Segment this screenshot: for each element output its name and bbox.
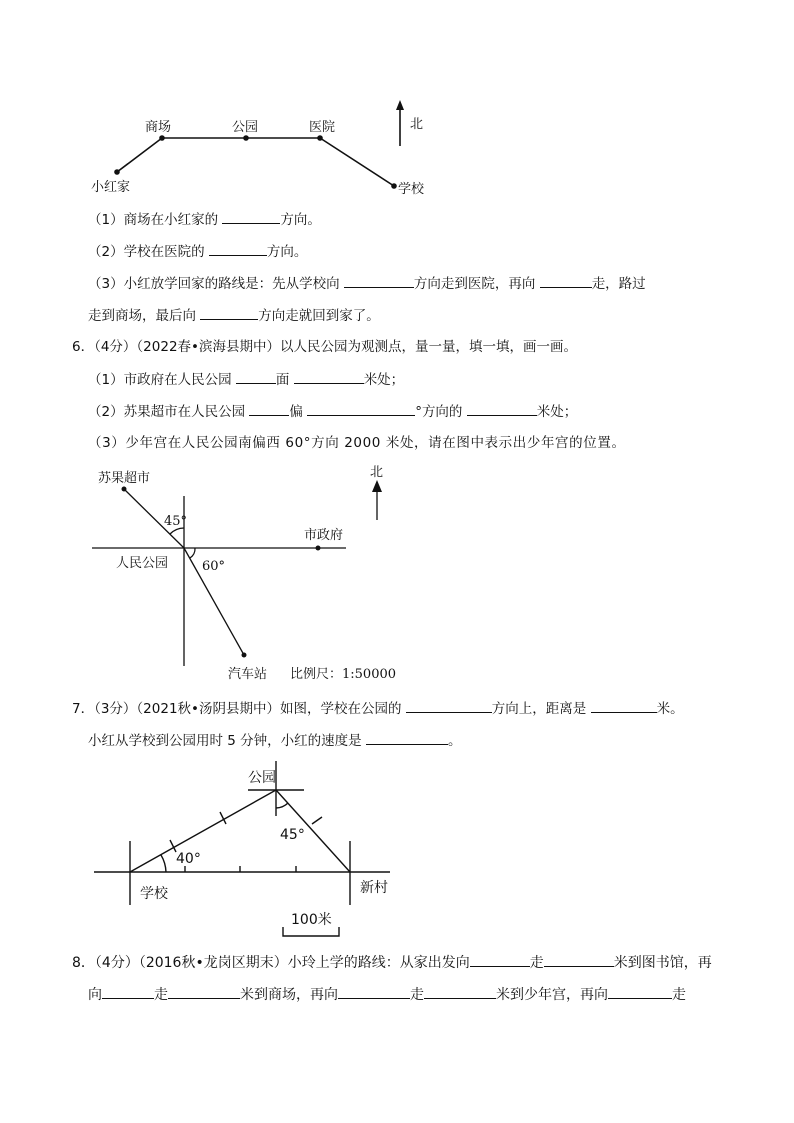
- home-label: 小红家: [91, 180, 131, 195]
- scale-bar: [283, 927, 339, 936]
- answer-blank[interactable]: [467, 401, 537, 416]
- answer-blank[interactable]: [294, 369, 364, 384]
- school-label-3: 学校: [140, 886, 168, 902]
- q7-line2: 小红从学校到公园用时 5 分钟，小红的速度是 。: [88, 730, 461, 751]
- supermarket-label: 苏果超市: [98, 471, 151, 486]
- answer-blank[interactable]: [222, 209, 280, 224]
- answer-blank[interactable]: [249, 401, 289, 416]
- school-point: [391, 183, 397, 189]
- north-label-2: 北: [370, 465, 384, 480]
- supermarket-point: [122, 487, 127, 492]
- answer-blank[interactable]: [344, 273, 414, 288]
- school-label: 学校: [398, 182, 425, 197]
- route-polyline: [117, 138, 394, 186]
- school-park-edge: [130, 790, 276, 872]
- arc-45-b: [276, 803, 288, 808]
- north-label: 北: [410, 117, 424, 132]
- q6-header: 6．（4分）（2022春•滨海县期中）以人民公园为观测点，量一量，填一填，画一画。: [72, 339, 577, 355]
- q5-item3-cont: 走到商场，最后向 方向走就回到家了。: [88, 305, 380, 326]
- angle40-label: 40°: [176, 851, 201, 867]
- govt-label: 市政府: [304, 528, 344, 543]
- answer-blank[interactable]: [406, 698, 492, 713]
- home-point: [114, 169, 120, 175]
- answer-blank[interactable]: [209, 241, 267, 256]
- mall-point: [159, 135, 165, 141]
- q7-line1: 7．（3分）（2021秋•汤阴县期中）如图，学校在公园的 方向上，距离是 米。: [72, 698, 684, 719]
- angle60-label: 60°: [202, 559, 226, 574]
- q8-line1: 8．（4分）（2016秋•龙岗区期末）小玲上学的路线：从家出发向 走 米到图书馆，再: [72, 952, 712, 973]
- hospital-label: 医院: [309, 120, 336, 135]
- park-point: [243, 135, 249, 141]
- scale-label-3: 100米: [291, 912, 332, 928]
- q6-item3: （3）少年宫在人民公园南偏西 60°方向 2000 米处，请在图中表示出少年宫的位置。: [88, 435, 626, 451]
- scale-label: 比例尺：1:50000: [290, 667, 397, 682]
- q5-item3: （3）小红放学回家的路线是：先从学校向 方向走到医院，再向 走，路过: [88, 273, 646, 294]
- answer-blank[interactable]: [307, 401, 415, 416]
- angle45-label-3: 45°: [280, 827, 305, 843]
- q8-line2: 向 走 米到商场，再向 走 米到少年宫，再向 走: [88, 984, 686, 1005]
- park-label: 公园: [232, 120, 259, 135]
- answer-blank[interactable]: [591, 698, 657, 713]
- answer-blank[interactable]: [168, 984, 240, 999]
- hospital-point: [317, 135, 323, 141]
- answer-blank[interactable]: [366, 730, 448, 745]
- answer-blank[interactable]: [608, 984, 672, 999]
- answer-blank[interactable]: [470, 952, 530, 967]
- q6-item1: （1）市政府在人民公园 面 米处；: [88, 369, 404, 390]
- arc-60: [190, 548, 195, 558]
- station-point: [242, 653, 247, 658]
- q5-item2: （2）学校在医院的 方向。: [88, 241, 307, 262]
- arc-40: [161, 855, 166, 872]
- answer-blank[interactable]: [338, 984, 410, 999]
- mall-label: 商场: [145, 120, 172, 135]
- answer-blank[interactable]: [544, 952, 614, 967]
- govt-point: [316, 546, 321, 551]
- answer-blank[interactable]: [424, 984, 496, 999]
- north-arrow-head-2: [372, 480, 382, 492]
- q6-item2: （2）苏果超市在人民公园 偏 °方向的 米处；: [88, 401, 577, 422]
- answer-blank[interactable]: [102, 984, 154, 999]
- park-label-3: 公园: [248, 770, 276, 786]
- answer-blank[interactable]: [200, 305, 258, 320]
- answer-blank[interactable]: [540, 273, 592, 288]
- q5-item1: （1）商场在小红家的 方向。: [88, 209, 321, 230]
- station-label: 汽车站: [228, 667, 268, 682]
- park-center-label: 人民公园: [116, 556, 169, 571]
- answer-blank[interactable]: [236, 369, 276, 384]
- angle45-label: 45°: [164, 514, 188, 529]
- north-arrow-head: [396, 100, 404, 110]
- village-label: 新村: [360, 880, 388, 896]
